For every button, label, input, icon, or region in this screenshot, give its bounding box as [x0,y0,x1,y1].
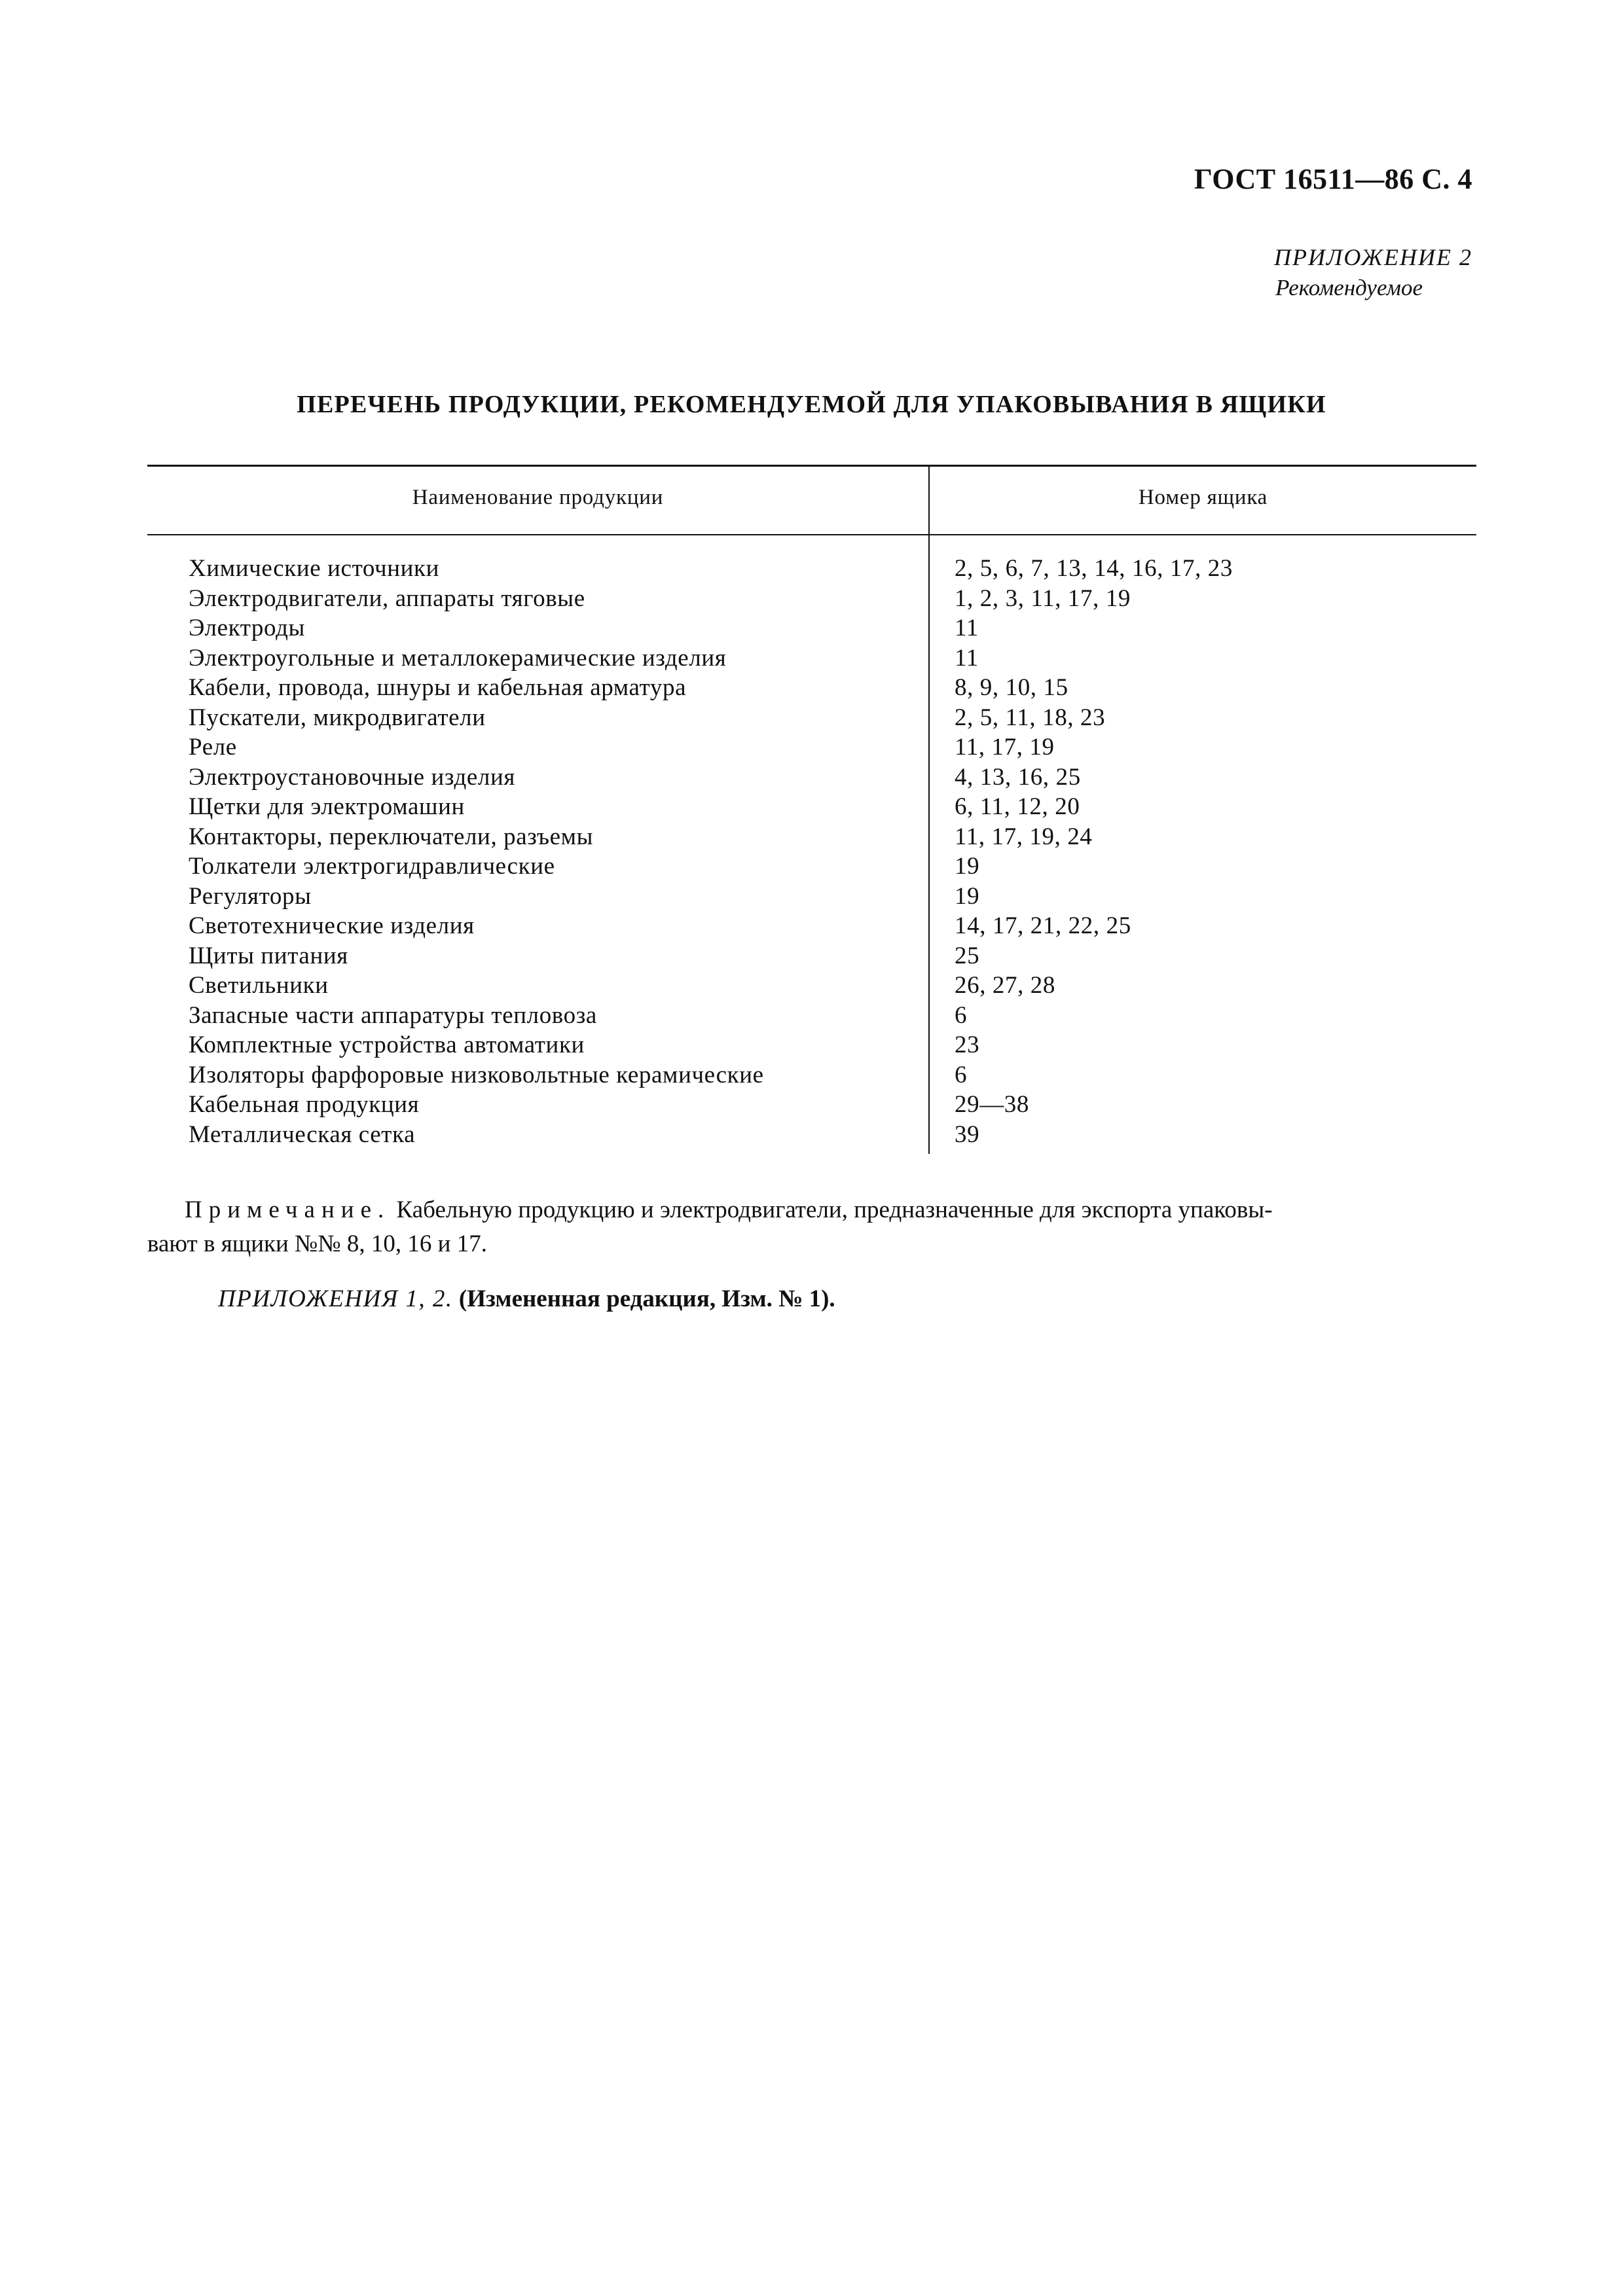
product-name-cell: Комплектные устройства автоматики [189,1031,585,1058]
table-row [0,882,1623,912]
box-number-cell: 2, 5, 11, 18, 23 [955,704,1106,731]
product-name-cell: Электродвигатели, аппараты тяговые [189,584,585,612]
product-name-cell: Электроугольные и металлокерамические изделия [189,644,727,672]
box-number-cell: 25 [955,942,980,969]
product-name-cell: Щиты питания [189,942,348,969]
box-number-cell: 1, 2, 3, 11, 17, 19 [955,584,1131,612]
product-name-cell: Щетки для электромашин [189,793,465,820]
box-number-cell: 11, 17, 19, 24 [955,823,1093,850]
amendment-ref: ПРИЛОЖЕНИЯ 1, 2. [218,1285,453,1312]
box-number-cell: 2, 5, 6, 7, 13, 14, 16, 17, 23 [955,555,1233,582]
box-number-cell: 6 [955,1001,968,1029]
note-line-2: вают в ящики №№ 8, 10, 16 и 17. [147,1230,487,1257]
table-row [0,822,1623,852]
note-line-1 [185,1193,1478,1227]
page-header: ГОСТ 16511—86 С. 4 [1194,163,1472,195]
table-row [0,643,1623,673]
product-name-cell: Светотехнические изделия [189,912,475,939]
table-row [0,1001,1623,1031]
table-header-rule [147,534,1476,535]
box-number-cell: 39 [955,1121,980,1148]
product-name-cell: Химические источники [189,555,439,582]
product-name-cell: Реле [189,734,237,761]
note-text-1: Кабельную продукцию и электродвигатели, предназначенные для экспорта упаковы- [396,1196,1273,1223]
product-name-cell: Толкатели электрогидравлические [189,853,555,880]
table-row [0,792,1623,822]
document-title: ПЕРЕЧЕНЬ ПРОДУКЦИИ, РЕКОМЕНДУЕМОЙ ДЛЯ УПАКОВЫВАНИЯ В ЯЩИКИ [297,391,1326,418]
table-row [0,971,1623,1001]
table-row [0,554,1623,584]
table-row [0,852,1623,882]
table-row [0,1030,1623,1060]
box-number-cell: 11 [955,615,979,641]
table-row [0,1120,1623,1150]
box-number-cell: 19 [955,853,980,880]
table-body [0,554,1623,1149]
table-row [0,732,1623,762]
appendix-title: ПРИЛОЖЕНИЕ 2 [1274,244,1472,270]
table-row [0,941,1623,971]
box-number-cell: 11 [955,644,979,672]
box-number-cell: 6 [955,1061,968,1088]
table-row [0,1060,1623,1090]
box-number-cell: 14, 17, 21, 22, 25 [955,912,1131,939]
table-row [0,703,1623,733]
table-row [0,584,1623,614]
product-name-cell: Контакторы, переключатели, разъемы [189,823,594,850]
product-name-cell: Кабели, провода, шнуры и кабельная арматура [189,674,687,701]
product-name-cell: Изоляторы фарфоровые низковольтные керамические [189,1061,764,1088]
product-name-cell: Регуляторы [189,882,312,910]
product-name-cell: Пускатели, микродвигатели [189,704,486,731]
product-name-cell: Электроды [189,615,305,641]
table-row [0,762,1623,793]
box-number-cell: 8, 9, 10, 15 [955,674,1068,701]
note-label: Примечание. [185,1196,391,1223]
table-top-rule [147,465,1476,467]
box-number-cell: 11, 17, 19 [955,734,1055,761]
product-name-cell: Металлическая сетка [189,1121,416,1148]
appendix-status: Рекомендуемое [1275,275,1423,300]
table-row [0,1090,1623,1120]
box-number-cell: 4, 13, 16, 25 [955,763,1081,791]
product-name-cell: Электроустановочные изделия [189,763,515,791]
product-name-cell: Запасные части аппаратуры тепловоза [189,1001,597,1029]
amendment-text: (Измененная редакция, Изм. № 1). [458,1285,835,1312]
box-number-cell: 6, 11, 12, 20 [955,793,1080,820]
product-name-cell: Светильники [189,972,329,999]
table-row [0,613,1623,643]
table-row [0,673,1623,703]
amendment-note [218,1285,835,1313]
box-number-cell: 29—38 [955,1091,1029,1118]
box-number-cell: 23 [955,1031,980,1058]
column-header-product-name: Наименование продукции [412,486,664,509]
table-row [0,911,1623,941]
box-number-cell: 26, 27, 28 [955,972,1055,999]
product-name-cell: Кабельная продукция [189,1091,420,1118]
column-header-box-number: Номер ящика [1138,486,1268,509]
box-number-cell: 19 [955,882,980,910]
